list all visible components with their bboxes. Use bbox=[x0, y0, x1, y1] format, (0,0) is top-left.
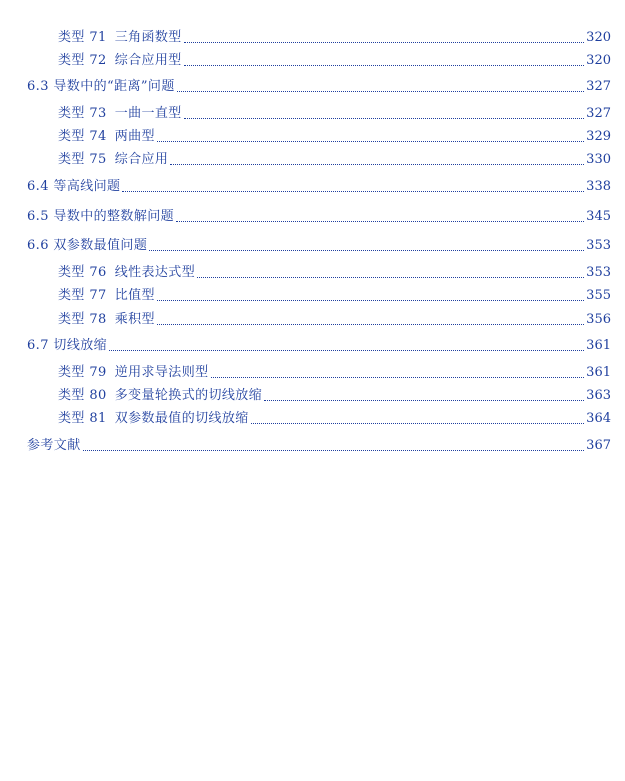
toc-entry-label bbox=[58, 409, 249, 429]
toc-entry-title: 线性表达式型 bbox=[114, 265, 196, 280]
toc-entry-type-71[interactable] bbox=[58, 28, 611, 48]
toc-entry-title: 切线放缩 bbox=[53, 338, 108, 353]
toc-entry-label bbox=[27, 177, 120, 197]
toc-entry-title: 三角函数型 bbox=[114, 30, 182, 45]
toc-leader-dots bbox=[83, 450, 585, 451]
toc-leader-dots bbox=[211, 377, 585, 378]
toc-entry-label bbox=[58, 28, 182, 48]
toc-leader-dots bbox=[184, 65, 584, 66]
toc-entry-number: 6.7 bbox=[27, 338, 49, 353]
toc-entry-number: 6.3 bbox=[27, 79, 49, 94]
toc-entry-page: 345 bbox=[586, 209, 611, 224]
toc-entry-page: 329 bbox=[586, 129, 611, 144]
toc-leader-dots bbox=[157, 300, 584, 301]
toc-leader-dots bbox=[157, 141, 584, 142]
toc-entry-label bbox=[27, 236, 147, 256]
toc-entry-page: 355 bbox=[586, 288, 611, 303]
toc-entry-label bbox=[58, 150, 168, 170]
toc-leader-dots bbox=[197, 277, 584, 278]
toc-entry-label bbox=[27, 436, 81, 456]
toc-leader-dots bbox=[177, 91, 584, 92]
toc-entry-type-75[interactable] bbox=[58, 150, 611, 170]
toc-entry-title: 双参数最值问题 bbox=[53, 238, 148, 253]
toc-entry-title: 多变量轮换式的切线放缩 bbox=[114, 388, 263, 403]
toc-entry-number: 类型 74 bbox=[58, 129, 107, 144]
toc-entry-page: 327 bbox=[586, 106, 611, 121]
toc-entry-number: 类型 75 bbox=[58, 152, 107, 167]
toc-entry-title: 综合应用 bbox=[114, 152, 169, 167]
toc-entry-page: 361 bbox=[586, 338, 611, 353]
toc-entry-type-80[interactable] bbox=[58, 386, 611, 406]
toc-entry-number: 6.6 bbox=[27, 238, 49, 253]
toc-entry-title: 导数中的“距离”问题 bbox=[53, 79, 175, 94]
toc-entry-title: 比值型 bbox=[114, 288, 155, 303]
toc-entry-number: 类型 81 bbox=[58, 411, 107, 426]
toc-entry-section-6-3[interactable] bbox=[27, 77, 611, 97]
toc-leader-dots bbox=[109, 350, 584, 351]
toc-entry-type-73[interactable] bbox=[58, 104, 611, 124]
toc-entry-number: 6.4 bbox=[27, 179, 49, 194]
toc-entry-title: 两曲型 bbox=[114, 129, 155, 144]
toc-entry-references[interactable] bbox=[27, 436, 611, 456]
toc-leader-dots bbox=[184, 118, 584, 119]
toc-entry-page: 338 bbox=[586, 179, 611, 194]
toc-entry-number: 类型 78 bbox=[58, 312, 107, 327]
toc-entry-section-6-6[interactable] bbox=[27, 236, 611, 256]
toc-entry-page: 361 bbox=[586, 365, 611, 380]
toc-entry-page: 330 bbox=[586, 152, 611, 167]
toc-entry-section-6-4[interactable] bbox=[27, 177, 611, 197]
toc-entry-page: 356 bbox=[586, 312, 611, 327]
toc-entry-label bbox=[58, 51, 182, 71]
toc-entry-label bbox=[27, 77, 175, 97]
toc-entry-number: 类型 73 bbox=[58, 106, 107, 121]
toc-entry-title: 乘积型 bbox=[114, 312, 155, 327]
toc-entry-type-74[interactable] bbox=[58, 127, 611, 147]
toc-entry-label bbox=[27, 207, 174, 227]
toc-leader-dots bbox=[149, 250, 584, 251]
toc-entry-label bbox=[58, 104, 182, 124]
toc-entry-type-81[interactable] bbox=[58, 409, 611, 429]
toc-entry-title: 参考文献 bbox=[27, 438, 81, 453]
toc-entry-page: 353 bbox=[586, 238, 611, 253]
toc-entry-number: 类型 80 bbox=[58, 388, 107, 403]
toc-leader-dots bbox=[176, 221, 584, 222]
toc-entry-type-79[interactable] bbox=[58, 363, 611, 383]
toc-entry-page: 320 bbox=[586, 53, 611, 68]
toc-entry-page: 363 bbox=[586, 388, 611, 403]
toc-entry-page: 364 bbox=[586, 411, 611, 426]
toc-entry-label bbox=[27, 336, 107, 356]
toc-entry-type-76[interactable] bbox=[58, 263, 611, 283]
toc-entry-page: 367 bbox=[586, 438, 611, 453]
toc-entry-type-78[interactable] bbox=[58, 310, 611, 330]
toc-entry-type-77[interactable] bbox=[58, 286, 611, 306]
toc-entry-page: 320 bbox=[586, 30, 611, 45]
toc-entry-title: 双参数最值的切线放缩 bbox=[114, 411, 249, 426]
toc-entry-title: 逆用求导法则型 bbox=[114, 365, 209, 380]
toc-leader-dots bbox=[122, 191, 584, 192]
toc-entry-number: 6.5 bbox=[27, 209, 49, 224]
toc-entry-number: 类型 72 bbox=[58, 53, 107, 68]
toc-leader-dots bbox=[157, 324, 584, 325]
toc-entry-title: 导数中的整数解问题 bbox=[53, 209, 175, 224]
toc-entry-label bbox=[58, 310, 155, 330]
toc-entry-title: 一曲一直型 bbox=[114, 106, 182, 121]
toc-entry-label bbox=[58, 363, 209, 383]
toc-entry-type-72[interactable] bbox=[58, 51, 611, 71]
toc-leader-dots bbox=[184, 42, 584, 43]
toc-entry-number: 类型 76 bbox=[58, 265, 107, 280]
toc-entry-page: 353 bbox=[586, 265, 611, 280]
toc-leader-dots bbox=[264, 400, 584, 401]
toc-entry-label bbox=[58, 263, 195, 283]
toc-entry-label bbox=[58, 127, 155, 147]
toc-entry-label bbox=[58, 386, 262, 406]
toc-entry-number: 类型 79 bbox=[58, 365, 107, 380]
toc-entry-number: 类型 71 bbox=[58, 30, 107, 45]
toc-entry-title: 等高线问题 bbox=[53, 179, 121, 194]
toc-leader-dots bbox=[251, 423, 584, 424]
toc-entry-label bbox=[58, 286, 155, 306]
toc-leader-dots bbox=[170, 164, 584, 165]
toc-entry-number: 类型 77 bbox=[58, 288, 107, 303]
toc-entry-page: 327 bbox=[586, 79, 611, 94]
toc-entry-section-6-5[interactable] bbox=[27, 207, 611, 227]
toc-entry-title: 综合应用型 bbox=[114, 53, 182, 68]
toc-entry-section-6-7[interactable] bbox=[27, 336, 611, 356]
